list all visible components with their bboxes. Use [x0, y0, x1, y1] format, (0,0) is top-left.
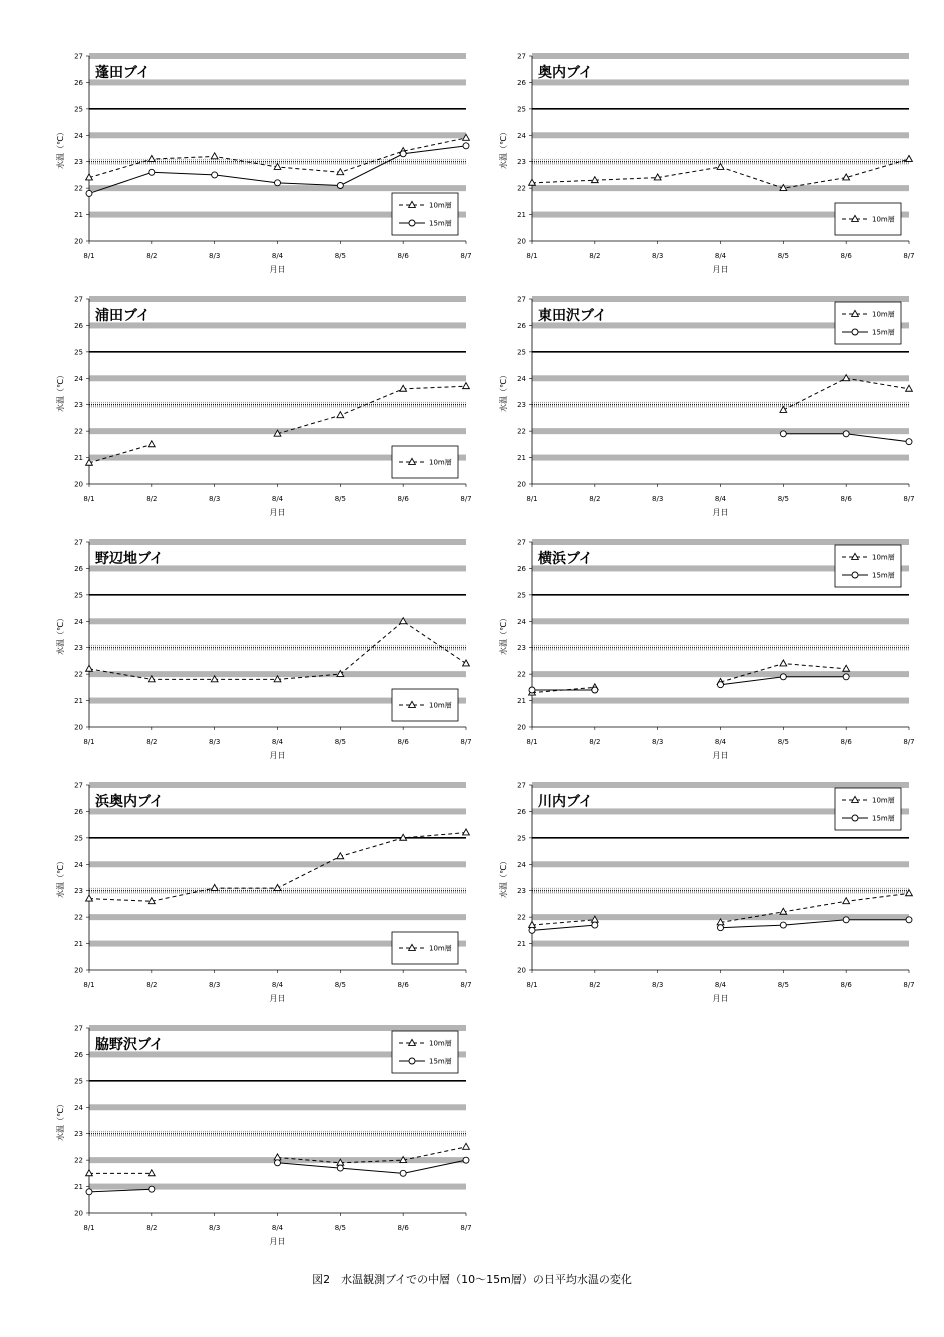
y-axis-label: 水温（℃）	[499, 371, 508, 412]
x-tick-label: 8/2	[146, 252, 158, 260]
grid-band	[89, 914, 466, 920]
x-tick-label: 8/4	[271, 1224, 284, 1232]
y-axis-label: 水温（℃）	[499, 857, 508, 898]
grid-band	[532, 671, 909, 677]
y-tick-label: 21	[74, 697, 83, 706]
y-tick-label: 26	[74, 564, 83, 573]
y-tick-label: 24	[517, 617, 526, 626]
y-tick-label: 23	[517, 401, 526, 410]
y-tick-label: 20	[74, 723, 83, 732]
x-tick-label: 8/5	[777, 252, 789, 260]
x-tick-label: 8/6	[840, 738, 852, 746]
x-tick-label: 8/1	[526, 252, 538, 260]
legend-label-1: 10m層	[429, 701, 452, 710]
y-tick-label: 22	[517, 670, 526, 679]
x-tick-label: 8/6	[840, 981, 852, 989]
y-tick-label: 22	[517, 913, 526, 922]
y-tick-label: 22	[74, 1156, 83, 1165]
y-axis-label: 水温（℃）	[499, 128, 508, 169]
data-point-1	[780, 660, 787, 666]
y-tick-label: 25	[74, 105, 83, 114]
y-tick-label: 26	[74, 78, 83, 87]
data-point-1	[211, 153, 218, 159]
y-tick-label: 23	[74, 401, 83, 410]
x-tick-label: 8/3	[652, 252, 664, 260]
y-tick-label: 20	[74, 966, 83, 975]
grid-band	[532, 428, 909, 434]
x-tick-label: 8/6	[840, 252, 852, 260]
x-tick-label: 8/7	[460, 252, 472, 260]
legend-label-1: 10m層	[872, 553, 895, 562]
x-tick-label: 8/7	[903, 495, 915, 503]
data-point-2	[780, 431, 786, 437]
x-tick-label: 8/2	[146, 738, 158, 746]
chart-svg	[50, 777, 490, 1017]
x-tick-label: 8/4	[271, 981, 284, 989]
x-axis-label: 月日	[269, 1237, 286, 1246]
grid-band	[532, 296, 909, 302]
legend-marker-2	[409, 1058, 415, 1064]
grid-band	[532, 618, 909, 624]
y-tick-label: 24	[74, 860, 83, 869]
data-point-2	[149, 1186, 155, 1192]
x-tick-label: 8/7	[903, 738, 915, 746]
y-tick-label: 21	[74, 211, 83, 220]
data-point-2	[718, 925, 724, 931]
grid-band	[89, 618, 466, 624]
data-point-2	[906, 439, 912, 445]
y-axis-label: 水温（℃）	[56, 857, 65, 898]
x-tick-label: 8/3	[209, 738, 221, 746]
legend-box	[835, 788, 901, 830]
y-tick-label: 21	[517, 211, 526, 220]
y-tick-label: 27	[74, 52, 83, 61]
legend-label-1: 10m層	[429, 458, 452, 467]
grid-band	[532, 698, 909, 704]
x-tick-label: 8/1	[526, 738, 538, 746]
x-axis-label: 月日	[269, 751, 286, 760]
chart-svg	[493, 777, 933, 1017]
x-tick-label: 8/7	[903, 981, 915, 989]
y-tick-label: 27	[517, 52, 526, 61]
x-tick-label: 8/1	[83, 1224, 95, 1232]
y-tick-label: 22	[517, 427, 526, 436]
series-line-1	[89, 138, 466, 178]
y-tick-label: 26	[74, 321, 83, 330]
x-tick-label: 8/2	[146, 495, 158, 503]
legend-label-1: 10m層	[872, 310, 895, 319]
y-tick-label: 26	[517, 564, 526, 573]
x-tick-label: 8/1	[526, 495, 538, 503]
data-point-1	[148, 1170, 155, 1176]
data-point-2	[718, 682, 724, 688]
legend-marker-2	[852, 815, 858, 821]
data-point-2	[86, 1189, 92, 1195]
x-tick-label: 8/6	[397, 981, 409, 989]
chart-title: 東田沢ブイ	[538, 308, 607, 324]
y-tick-label: 20	[517, 723, 526, 732]
x-tick-label: 8/4	[714, 495, 727, 503]
data-point-1	[86, 895, 93, 901]
legend-label-1: 10m層	[872, 215, 895, 224]
y-tick-label: 27	[74, 781, 83, 790]
chart-title: 浜奥内ブイ	[95, 794, 164, 810]
y-tick-label: 26	[517, 78, 526, 87]
y-tick-label: 27	[74, 538, 83, 547]
x-tick-label: 8/4	[714, 981, 727, 989]
y-tick-label: 25	[517, 834, 526, 843]
x-axis-label: 月日	[712, 751, 729, 760]
data-point-2	[529, 687, 535, 693]
x-axis-label: 月日	[712, 265, 729, 274]
y-tick-label: 27	[517, 295, 526, 304]
legend-label-2: 15m層	[429, 1057, 452, 1066]
data-point-2	[843, 917, 849, 923]
data-point-1	[274, 1154, 281, 1160]
grid-band	[89, 1104, 466, 1110]
data-point-2	[400, 151, 406, 157]
y-tick-label: 22	[74, 670, 83, 679]
figure-caption: 図2 水温観測ブイでの中層（10～15m層）の日平均水温の変化	[312, 1273, 632, 1286]
x-tick-label: 8/3	[209, 1224, 221, 1232]
grid-band	[89, 861, 466, 867]
x-tick-label: 8/4	[271, 738, 284, 746]
legend-label-2: 15m層	[872, 328, 895, 337]
x-tick-label: 8/3	[652, 981, 664, 989]
y-tick-label: 27	[517, 781, 526, 790]
x-tick-label: 8/4	[714, 738, 727, 746]
data-point-1	[211, 884, 218, 890]
y-tick-label: 27	[74, 1024, 83, 1033]
chart-title: 野辺地ブイ	[95, 551, 164, 567]
x-tick-label: 8/2	[589, 495, 601, 503]
y-tick-label: 24	[74, 374, 83, 383]
x-tick-label: 8/6	[397, 738, 409, 746]
x-tick-label: 8/5	[777, 495, 789, 503]
chart-svg	[493, 291, 933, 531]
x-tick-label: 8/3	[652, 495, 664, 503]
chart-panel-1	[50, 48, 490, 288]
y-tick-label: 21	[517, 697, 526, 706]
grid-band	[532, 539, 909, 545]
y-tick-label: 21	[517, 940, 526, 949]
x-tick-label: 8/2	[146, 981, 158, 989]
x-tick-label: 8/1	[83, 495, 95, 503]
data-point-1	[463, 829, 470, 835]
grid-band	[89, 132, 466, 138]
chart-svg	[50, 534, 490, 774]
legend-box	[392, 193, 458, 235]
x-tick-label: 8/2	[589, 738, 601, 746]
y-tick-label: 25	[517, 105, 526, 114]
y-tick-label: 25	[74, 834, 83, 843]
legend-box	[392, 1031, 458, 1073]
y-tick-label: 21	[74, 940, 83, 949]
data-point-2	[337, 183, 343, 189]
y-tick-label: 22	[517, 184, 526, 193]
x-axis-label: 月日	[269, 994, 286, 1003]
x-tick-label: 8/1	[83, 738, 95, 746]
x-tick-label: 8/4	[271, 252, 284, 260]
x-tick-label: 8/6	[397, 495, 409, 503]
x-tick-label: 8/1	[526, 981, 538, 989]
chart-panel-4	[493, 291, 933, 531]
chart-svg	[50, 48, 490, 288]
chart-panel-7	[50, 777, 490, 1017]
data-point-2	[212, 172, 218, 178]
y-tick-label: 20	[517, 966, 526, 975]
series-line-2	[721, 920, 910, 928]
legend-label-1: 10m層	[872, 796, 895, 805]
y-tick-label: 20	[74, 480, 83, 489]
x-tick-label: 8/5	[777, 738, 789, 746]
x-tick-label: 8/5	[334, 252, 346, 260]
data-point-2	[86, 190, 92, 196]
data-point-2	[843, 431, 849, 437]
y-axis-label: 水温（℃）	[56, 128, 65, 169]
x-tick-label: 8/7	[460, 1224, 472, 1232]
x-tick-label: 8/5	[334, 981, 346, 989]
data-point-2	[780, 674, 786, 680]
x-tick-label: 8/1	[83, 981, 95, 989]
y-tick-label: 27	[517, 538, 526, 547]
y-axis-label: 水温（℃）	[56, 371, 65, 412]
grid-band	[89, 1025, 466, 1031]
x-tick-label: 8/4	[271, 495, 284, 503]
y-tick-label: 23	[74, 887, 83, 896]
x-tick-label: 8/1	[83, 252, 95, 260]
data-point-1	[148, 441, 155, 447]
x-tick-label: 8/2	[589, 981, 601, 989]
x-tick-label: 8/3	[209, 252, 221, 260]
y-tick-label: 25	[74, 591, 83, 600]
data-point-1	[86, 1170, 93, 1176]
data-point-1	[906, 385, 913, 391]
y-axis-label: 水温（℃）	[56, 1100, 65, 1141]
x-tick-label: 8/6	[397, 252, 409, 260]
data-point-2	[463, 143, 469, 149]
series-line-1	[278, 386, 467, 434]
chart-svg	[493, 534, 933, 774]
y-tick-label: 26	[74, 1050, 83, 1059]
data-point-1	[843, 174, 850, 180]
data-point-1	[337, 412, 344, 418]
chart-panel-2	[493, 48, 933, 288]
data-point-2	[149, 169, 155, 175]
x-tick-label: 8/5	[334, 495, 346, 503]
x-tick-label: 8/3	[209, 495, 221, 503]
grid-band	[89, 375, 466, 381]
y-tick-label: 21	[74, 1183, 83, 1192]
legend-label-2: 15m層	[872, 814, 895, 823]
grid-band	[532, 782, 909, 788]
data-point-1	[86, 665, 93, 671]
y-tick-label: 22	[74, 184, 83, 193]
y-tick-label: 23	[517, 887, 526, 896]
y-tick-label: 22	[74, 427, 83, 436]
x-tick-label: 8/7	[460, 981, 472, 989]
y-tick-label: 24	[517, 131, 526, 140]
y-tick-label: 25	[517, 348, 526, 357]
grid-band	[89, 539, 466, 545]
y-tick-label: 21	[517, 454, 526, 463]
data-point-1	[463, 660, 470, 666]
chart-title: 脇野沢ブイ	[95, 1037, 164, 1053]
grid-band	[89, 1184, 466, 1190]
x-tick-label: 8/5	[777, 981, 789, 989]
data-point-2	[592, 922, 598, 928]
y-tick-label: 23	[74, 158, 83, 167]
x-axis-label: 月日	[269, 508, 286, 517]
data-point-2	[906, 917, 912, 923]
grid-band	[532, 53, 909, 59]
y-axis-label: 水温（℃）	[56, 614, 65, 655]
data-point-1	[274, 884, 281, 890]
data-point-1	[906, 155, 913, 161]
y-tick-label: 20	[517, 237, 526, 246]
grid-band	[532, 941, 909, 947]
y-tick-label: 24	[517, 860, 526, 869]
grid-band	[532, 861, 909, 867]
chart-title: 奥内ブイ	[538, 65, 593, 81]
data-point-2	[275, 1160, 281, 1166]
data-point-1	[148, 155, 155, 161]
data-point-1	[463, 383, 470, 389]
chart-title: 浦田ブイ	[95, 308, 150, 324]
legend-label-1: 10m層	[429, 944, 452, 953]
data-point-2	[843, 674, 849, 680]
y-tick-label: 24	[74, 617, 83, 626]
x-tick-label: 8/7	[903, 252, 915, 260]
x-tick-label: 8/6	[397, 1224, 409, 1232]
grid-band	[532, 185, 909, 191]
chart-panel-6	[493, 534, 933, 774]
y-tick-label: 27	[74, 295, 83, 304]
y-tick-label: 21	[74, 454, 83, 463]
chart-panel-8	[493, 777, 933, 1017]
x-axis-label: 月日	[712, 994, 729, 1003]
chart-svg	[50, 1020, 490, 1260]
chart-title: 川内ブイ	[538, 794, 593, 810]
y-tick-label: 25	[74, 1077, 83, 1086]
x-tick-label: 8/7	[460, 738, 472, 746]
y-tick-label: 23	[517, 158, 526, 167]
data-point-2	[780, 922, 786, 928]
legend-marker-2	[409, 220, 415, 226]
y-tick-label: 25	[74, 348, 83, 357]
y-tick-label: 23	[74, 1130, 83, 1139]
legend-label-1: 10m層	[429, 1039, 452, 1048]
data-point-2	[275, 180, 281, 186]
x-tick-label: 8/5	[334, 1224, 346, 1232]
y-tick-label: 26	[517, 807, 526, 816]
y-tick-label: 26	[74, 807, 83, 816]
grid-band	[532, 375, 909, 381]
legend-box	[835, 545, 901, 587]
y-tick-label: 24	[74, 131, 83, 140]
x-tick-label: 8/7	[460, 495, 472, 503]
chart-title: 蓬田ブイ	[95, 65, 150, 81]
y-tick-label: 20	[517, 480, 526, 489]
legend-marker-2	[852, 329, 858, 335]
data-point-2	[400, 1170, 406, 1176]
data-point-1	[463, 1143, 470, 1149]
y-tick-label: 22	[74, 913, 83, 922]
y-tick-label: 20	[74, 1209, 83, 1218]
chart-svg	[493, 48, 933, 288]
x-tick-label: 8/3	[652, 738, 664, 746]
y-tick-label: 23	[74, 644, 83, 653]
x-tick-label: 8/4	[714, 252, 727, 260]
data-point-2	[592, 687, 598, 693]
x-axis-label: 月日	[712, 508, 729, 517]
y-axis-label: 水温（℃）	[499, 614, 508, 655]
x-tick-label: 8/2	[146, 1224, 158, 1232]
data-point-2	[337, 1165, 343, 1171]
chart-svg	[50, 291, 490, 531]
chart-panel-3	[50, 291, 490, 531]
y-tick-label: 25	[517, 591, 526, 600]
series-line-2	[89, 1189, 152, 1192]
legend-label-1: 10m層	[429, 201, 452, 210]
grid-band	[89, 53, 466, 59]
grid-band	[89, 782, 466, 788]
y-tick-label: 23	[517, 644, 526, 653]
chart-panel-9	[50, 1020, 490, 1260]
x-axis-label: 月日	[269, 265, 286, 274]
x-tick-label: 8/2	[589, 252, 601, 260]
series-line-1	[532, 920, 595, 925]
x-tick-label: 8/5	[334, 738, 346, 746]
chart-panel-5	[50, 534, 490, 774]
x-tick-label: 8/3	[209, 981, 221, 989]
grid-band	[532, 455, 909, 461]
y-tick-label: 20	[74, 237, 83, 246]
legend-box	[835, 302, 901, 344]
grid-band	[89, 296, 466, 302]
grid-band	[532, 132, 909, 138]
series-line-2	[532, 925, 595, 930]
data-point-2	[529, 927, 535, 933]
legend-label-2: 15m層	[872, 571, 895, 580]
data-point-2	[463, 1157, 469, 1163]
y-tick-label: 24	[517, 374, 526, 383]
legend-marker-2	[852, 572, 858, 578]
y-tick-label: 26	[517, 321, 526, 330]
legend-label-2: 15m層	[429, 219, 452, 228]
x-tick-label: 8/6	[840, 495, 852, 503]
y-tick-label: 24	[74, 1103, 83, 1112]
chart-title: 横浜ブイ	[538, 551, 593, 567]
